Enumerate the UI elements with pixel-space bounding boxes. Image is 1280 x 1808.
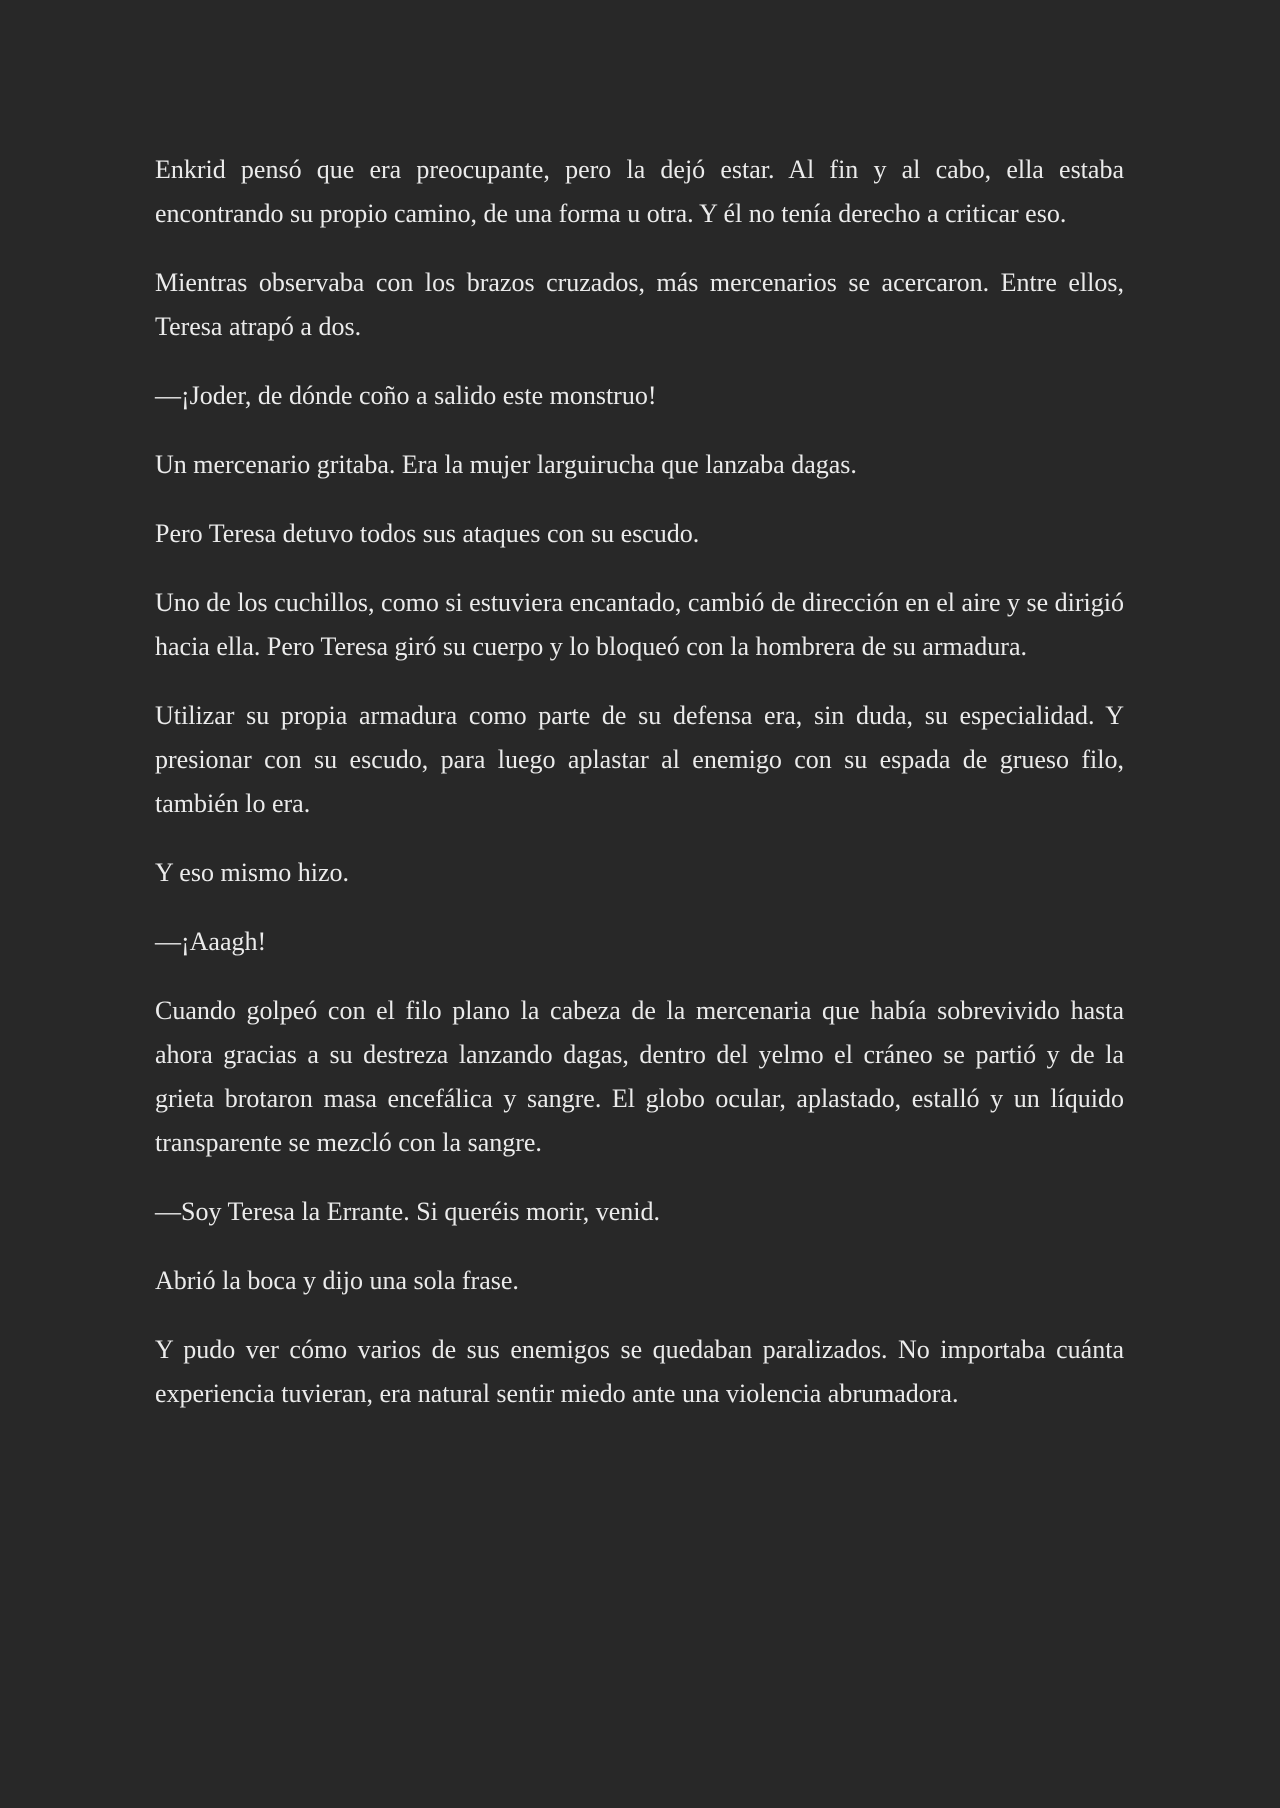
paragraph: Pero Teresa detuvo todos sus ataques con su escudo. <box>155 519 700 548</box>
paragraph: Utilizar su propia armadura como parte de su defensa era, sin duda, su especialidad. Y presionar con su escudo, para luego aplastar al enemigo con su espada de grueso filo, también lo era. <box>155 701 1124 818</box>
reader-page <box>155 148 1124 1441</box>
paragraph: Abrió la boca y dijo una sola frase. <box>155 1266 519 1295</box>
paragraph: Cuando golpeó con el filo plano la cabeza de la mercenaria que había sobrevivido hasta ahora gracias a su destreza lanzando dagas, dentro del yelmo el cráneo se partió y de la grieta brotaron masa encefálica y sangre. El globo ocular, aplastado, estalló y un líquido transparente se mezcló con la sangre. <box>155 996 1124 1157</box>
paragraph: —¡Joder, de dónde coño a salido este monstruo! <box>155 381 657 410</box>
paragraph: —¡Aaagh! <box>155 927 267 956</box>
paragraph: Mientras observaba con los brazos cruzados, más mercenarios se acercaron. Entre ellos, Teresa atrapó a dos. <box>155 268 1124 341</box>
paragraph: Enkrid pensó que era preocupante, pero la dejó estar. Al fin y al cabo, ella estaba encontrando su propio camino, de una forma u otra. Y él no tenía derecho a criticar eso. <box>155 155 1124 228</box>
paragraph: Uno de los cuchillos, como si estuviera encantado, cambió de dirección en el aire y se dirigió hacia ella. Pero Teresa giró su cuerpo y lo bloqueó con la hombrera de su armadura. <box>155 588 1124 661</box>
paragraph: Y eso mismo hizo. <box>155 858 350 887</box>
paragraph: —Soy Teresa la Errante. Si queréis morir, venid. <box>155 1197 660 1226</box>
paragraph: Un mercenario gritaba. Era la mujer larguirucha que lanzaba dagas. <box>155 450 857 479</box>
paragraph: Y pudo ver cómo varios de sus enemigos se quedaban paralizados. No importaba cuánta experiencia tuvieran, era natural sentir miedo ante una violencia abrumadora. <box>155 1335 1124 1408</box>
